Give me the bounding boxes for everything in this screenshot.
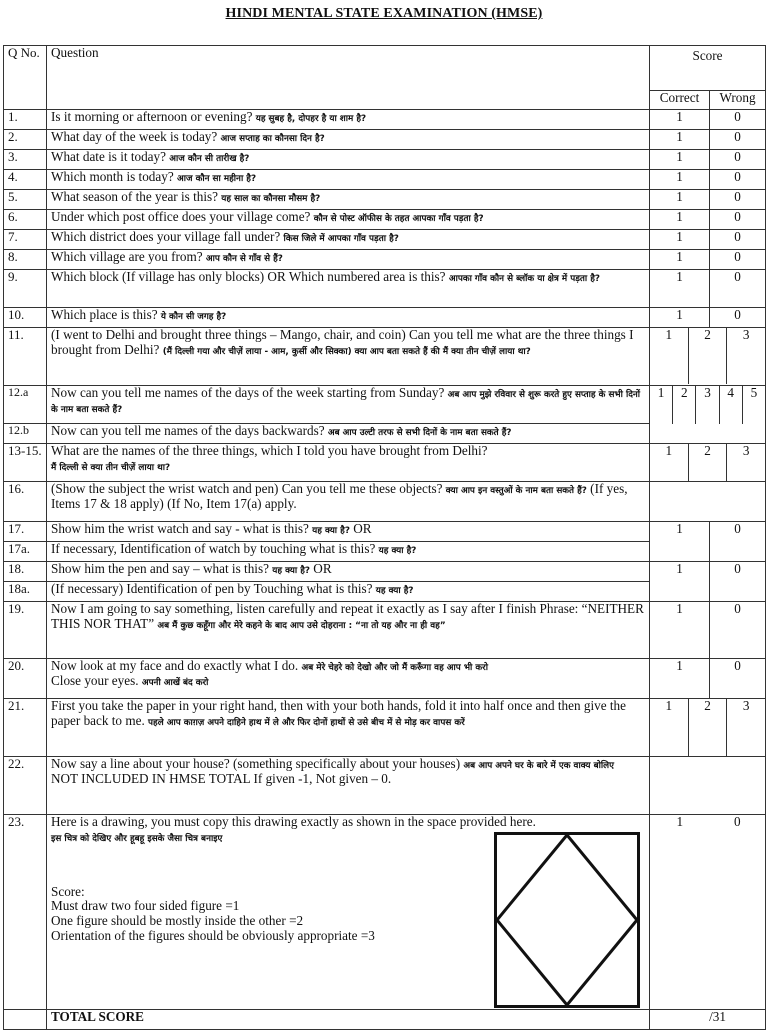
question-text: (I went to Delhi and brought three things – Mango, chair, and coin) Can you tell me what are the three things I brought from Delhi? (मैं दिल्ली गया और चीज़ें लाया - आम, कुर्सी और सिक्का) क्या आप बता सकते हैं की मैं क्या तीन चीज़ें लाया था? bbox=[47, 328, 650, 386]
score-scale bbox=[650, 328, 766, 386]
qno: 17a. bbox=[4, 542, 47, 562]
score-correct: 1 bbox=[650, 130, 710, 150]
question-row-11 bbox=[4, 328, 766, 386]
score-wrong: 0 bbox=[710, 110, 766, 130]
question-row-7 bbox=[4, 230, 766, 250]
total-row bbox=[4, 1010, 766, 1030]
question-text: Which village are you from? आप कौन से गाँव से हैं? bbox=[47, 250, 650, 270]
score-correct: 1 bbox=[650, 602, 710, 659]
score-correct: 1 bbox=[650, 170, 710, 190]
score-scale bbox=[650, 386, 766, 444]
header-correct: Correct bbox=[650, 91, 710, 110]
copy-drawing-figure bbox=[494, 832, 640, 1008]
qno: 12.b bbox=[4, 424, 47, 444]
figure-square bbox=[496, 834, 639, 1007]
question-text: Which month is today? आज कौन सा महीना है? bbox=[47, 170, 650, 190]
question-text: What day of the week is today? आज सप्ताह का कौनसा दिन है? bbox=[47, 130, 650, 150]
question-row-12a bbox=[4, 386, 766, 424]
score-scale bbox=[650, 699, 766, 757]
score-wrong: 0 bbox=[710, 150, 766, 170]
score-correct: 1 bbox=[650, 250, 710, 270]
qno: 5. bbox=[4, 190, 47, 210]
score-wrong: 0 bbox=[710, 230, 766, 250]
question-text: If necessary, Identification of watch by touching what is this? यह क्या है? bbox=[47, 542, 650, 562]
hmse-table bbox=[3, 45, 766, 1030]
header-wrong: Wrong bbox=[710, 91, 766, 110]
score-1: 1 bbox=[657, 385, 665, 400]
question-row-6 bbox=[4, 210, 766, 230]
score-3: 3 bbox=[726, 699, 765, 756]
question-row-2 bbox=[4, 130, 766, 150]
question-row-16 bbox=[4, 482, 766, 522]
qno: 21. bbox=[4, 699, 47, 757]
question-row-3 bbox=[4, 150, 766, 170]
score-correct: 1 bbox=[650, 815, 710, 1010]
question-text: Under which post office does your village come? कौन से पोस्ट ऑफीस के तहत आपका गाँव पड़ता है? bbox=[47, 210, 650, 230]
score-correct: 1 bbox=[650, 270, 710, 308]
score-correct: 1 bbox=[650, 190, 710, 210]
question-text: Here is a drawing, you must copy this drawing exactly as shown in the space provided here. इस चित्र को देखिए और हूबहू इसके जैसा चित्र बनाइए Score: Must draw two four sided figure =1 One figure should be mostly inside the other =2 Orientation of the figures should be obviously appropriate =3 bbox=[47, 815, 650, 1010]
question-text: Which place is this? ये कौन सी जगह है? bbox=[47, 308, 650, 328]
qno: 3. bbox=[4, 150, 47, 170]
score-5: 5 bbox=[742, 386, 765, 424]
score-wrong: 0 bbox=[710, 130, 766, 150]
question-row-9 bbox=[4, 270, 766, 308]
question-row-1 bbox=[4, 110, 766, 130]
question-row-20 bbox=[4, 659, 766, 699]
figure-diamond bbox=[497, 835, 637, 1005]
question-row-19 bbox=[4, 602, 766, 659]
question-row-5 bbox=[4, 190, 766, 210]
score-2: 2 bbox=[688, 444, 727, 481]
qno: 1. bbox=[4, 110, 47, 130]
question-text: What season of the year is this? यह साल का कौनसा मौसम है? bbox=[47, 190, 650, 210]
question-row-23 bbox=[4, 815, 766, 1010]
rule-1: Must draw two four sided figure =1 bbox=[51, 898, 240, 914]
score-wrong: 0 bbox=[710, 308, 766, 328]
score-wrong: 0 bbox=[710, 522, 766, 562]
score-4: 4 bbox=[719, 386, 742, 424]
score-correct: 1 bbox=[650, 659, 710, 699]
question-row-17 bbox=[4, 522, 766, 542]
score-correct: 1 bbox=[650, 210, 710, 230]
question-row-4 bbox=[4, 170, 766, 190]
qno: 23. bbox=[4, 815, 47, 1010]
score-3: 3 bbox=[726, 444, 765, 481]
qno: 18a. bbox=[4, 582, 47, 602]
score-correct: 1 bbox=[650, 230, 710, 250]
score-1: 1 bbox=[665, 443, 673, 458]
qno: 8. bbox=[4, 250, 47, 270]
question-text: (Show the subject the wrist watch and pen) Can you tell me these objects? क्या आप इन वस्तुओं के नाम बता सकते हैं? (If yes, Items 17 & 18 apply) (If No, Item 17(a) apply. bbox=[47, 482, 650, 522]
qno: 7. bbox=[4, 230, 47, 250]
qno: 4. bbox=[4, 170, 47, 190]
header-score: Score bbox=[650, 46, 766, 91]
score-empty bbox=[650, 482, 766, 522]
question-text: First you take the paper in your right hand, then with your both hands, fold it into half once and then give the paper back to me. पहले आप काग़ज़ अपने दाहिने हाथ में ले और फिर दोनों हाथों से उसे बीच में से मोड़ कर वापस करें bbox=[47, 699, 650, 757]
question-text: What are the names of the three things, which I told you have brought from Delhi? मैं दिल्ली से क्या तीन चीज़ें लाया था? bbox=[47, 444, 650, 482]
score-correct: 1 bbox=[650, 110, 710, 130]
score-label: Score: bbox=[51, 883, 85, 899]
question-row-22 bbox=[4, 757, 766, 815]
score-3: 3 bbox=[726, 328, 765, 384]
total-value: /31 bbox=[650, 1010, 766, 1030]
qno: 22. bbox=[4, 757, 47, 815]
question-text: Show him the pen and say – what is this? यह क्या है? OR bbox=[47, 562, 650, 582]
question-row-10 bbox=[4, 308, 766, 328]
score-correct: 1 bbox=[650, 150, 710, 170]
score-2: 2 bbox=[688, 328, 727, 384]
header-qno: Q No. bbox=[4, 46, 47, 110]
qno: 20. bbox=[4, 659, 47, 699]
question-text: Which block (If village has only blocks) OR Which numbered area is this? आपका गाँव कौन से ब्लॉक या क्षेत्र में पड़ता है? bbox=[47, 270, 650, 308]
score-correct: 1 bbox=[650, 308, 710, 328]
score-empty bbox=[650, 757, 766, 815]
qno: 18. bbox=[4, 562, 47, 582]
question-text: Now can you tell me names of the days of the week starting from Sunday? अब आप मुझे रविवार से शुरू करते हुए सप्ताह के सभी दिनों के नाम बता सकते हैं? bbox=[47, 386, 650, 424]
qno: 9. bbox=[4, 270, 47, 308]
score-wrong: 0 bbox=[710, 815, 766, 1010]
question-text: Now look at my face and do exactly what I do. अब मेरे चेहरे को देखो और जो मैं करूँगा वह आप भी करो Close your eyes. अपनी आखें बंद करो bbox=[47, 659, 650, 699]
qno: 2. bbox=[4, 130, 47, 150]
qno: 6. bbox=[4, 210, 47, 230]
rule-2: One figure should be mostly inside the other =2 bbox=[51, 913, 304, 929]
score-correct: 1 bbox=[650, 562, 710, 602]
rule-3: Orientation of the figures should be obviously appropriate =3 bbox=[51, 927, 375, 943]
question-text: What date is it today? आज कौन सी तारीख है? bbox=[47, 150, 650, 170]
total-label: TOTAL SCORE bbox=[47, 1010, 650, 1030]
exclusion-note: NOT INCLUDED IN HMSE TOTAL If given -1, Not given – 0. bbox=[51, 770, 392, 786]
header-row bbox=[4, 46, 766, 91]
qno: 17. bbox=[4, 522, 47, 542]
qno: 13-15. bbox=[4, 444, 47, 482]
qno: 19. bbox=[4, 602, 47, 659]
score-wrong: 0 bbox=[710, 190, 766, 210]
question-text: Now say a line about your house? (something specifically about your houses) अब आप अपने घर के बारे में एक वाक्य बोलिए NOT INCLUDED IN HMSE TOTAL If given -1, Not given – 0. bbox=[47, 757, 650, 815]
header-question: Question bbox=[47, 46, 650, 110]
score-3: 3 bbox=[695, 386, 718, 424]
question-text: Is it morning or afternoon or evening? यह सुबह है, दोपहर है या शाम है? bbox=[47, 110, 650, 130]
question-text: (If necessary) Identification of pen by Touching what is this? यह क्या है? bbox=[47, 582, 650, 602]
question-text: Now can you tell me names of the days backwards? अब आप उल्टी तरफ से सभी दिनों के नाम बता सकते हैं? bbox=[47, 424, 650, 444]
qno: 12.a bbox=[4, 386, 47, 424]
question-row-18 bbox=[4, 562, 766, 582]
score-wrong: 0 bbox=[710, 170, 766, 190]
score-scale bbox=[650, 444, 766, 482]
score-2: 2 bbox=[688, 699, 727, 756]
score-wrong: 0 bbox=[710, 270, 766, 308]
qno: 10. bbox=[4, 308, 47, 328]
score-1: 1 bbox=[665, 698, 673, 713]
question-text: Now I am going to say something, listen carefully and repeat it exactly as I say after I finish Phrase: “NEITHER THIS NOR THAT” अब मैं कुछ कहूँगा और मेरे कहने के बाद आप उसे दोहराना : “ना तो यह और ना ही वह” bbox=[47, 602, 650, 659]
question-row-13-15 bbox=[4, 444, 766, 482]
question-row-8 bbox=[4, 250, 766, 270]
score-2: 2 bbox=[672, 386, 695, 424]
question-text: Show him the wrist watch and say - what is this? यह क्या है? OR bbox=[47, 522, 650, 542]
document-title: HINDI MENTAL STATE EXAMINATION (HMSE) bbox=[225, 6, 543, 21]
qno: 11. bbox=[4, 328, 47, 386]
score-wrong: 0 bbox=[710, 659, 766, 699]
score-wrong: 0 bbox=[710, 210, 766, 230]
qno: 16. bbox=[4, 482, 47, 522]
score-wrong: 0 bbox=[710, 250, 766, 270]
score-1: 1 bbox=[665, 327, 673, 342]
question-row-21 bbox=[4, 699, 766, 757]
total-empty bbox=[4, 1010, 47, 1030]
score-wrong: 0 bbox=[710, 602, 766, 659]
score-wrong: 0 bbox=[710, 562, 766, 602]
score-correct: 1 bbox=[650, 522, 710, 562]
question-text: Which district does your village fall under? किस जिले में आपका गाँव पड़ता है? bbox=[47, 230, 650, 250]
